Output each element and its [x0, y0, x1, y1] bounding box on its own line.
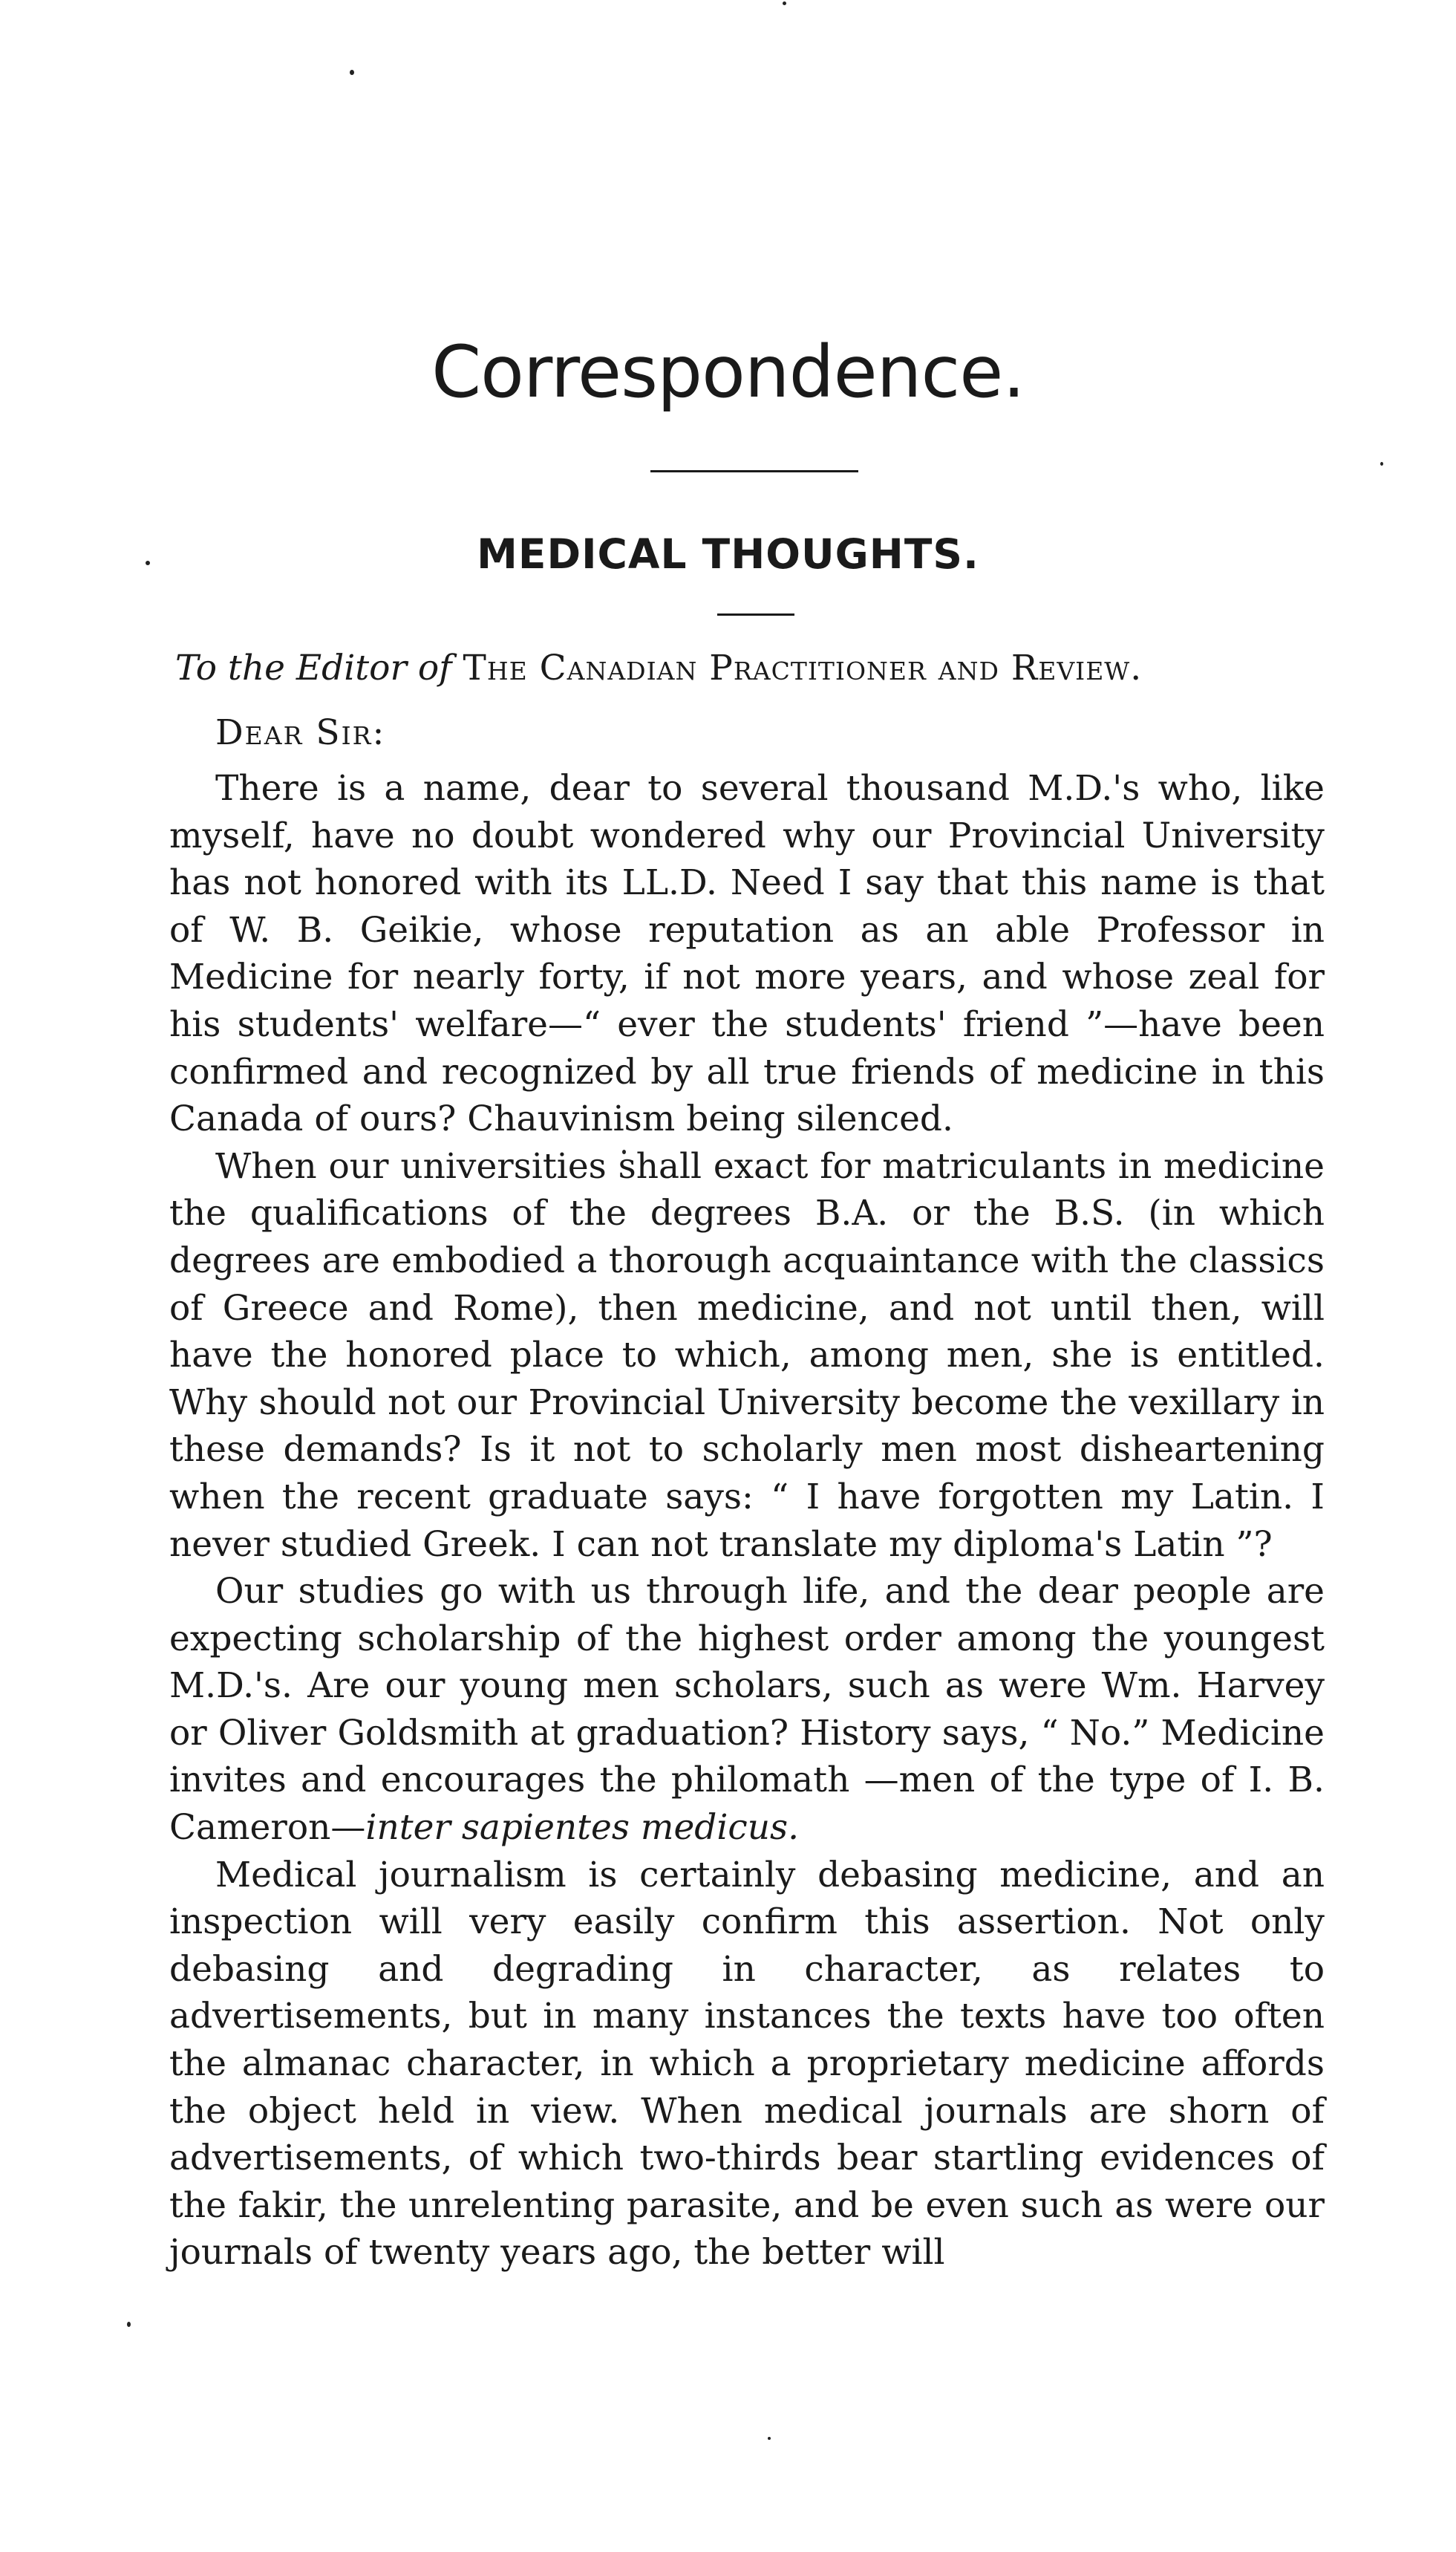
print-speck — [350, 70, 354, 75]
section-heading: Correspondence. — [431, 331, 1025, 414]
print-speck — [127, 2322, 131, 2327]
article-title: MEDICAL THOUGHTS. — [477, 530, 979, 578]
print-speck — [783, 1, 786, 5]
address-prefix: To the Editor of — [175, 648, 452, 689]
paragraph: Medical journalism is certainly debasing medicine, and an inspection will very easily confirm this assertion. Not only debasing and degrading in character, as relates to advertisements, but in many instances the texts have too often the almanac character, in which a proprietary medicine affords the object held in view. When medical journals are shorn of advertisements, of which two-thirds bear startling evidences of the fakir, the unrelenting parasite, and be even such as were our journals of twenty years ago, the better will — [169, 1854, 1325, 2273]
print-speck — [1380, 462, 1383, 466]
title-divider — [717, 613, 794, 616]
letter-body — [169, 765, 1325, 2276]
latin-phrase: inter sapientes medicus. — [365, 1807, 800, 1849]
paragraph-text: Our studies go with us through life, and the dear people are expecting scholarship of the highest order among the youngest M.D.'s. Are our young men scholars, such as were Wm. Harvey or Oliver Goldsmith at graduation? History says, “ No.” Medicine invites and encourages the philomath —men of the type of I. B. Cameron— — [169, 1571, 1325, 1849]
paragraph: There is a name, dear to several thousand M.D.'s who, like myself, have no doubt wondered why our Provincial University has not honored with its LL.D. Need I say that this name is that of W. B. Geikie, whose reputation as an able Professor in Medicine for nearly forty, if not more years, and whose zeal for his students' welfare—“ ever the students' friend ”—have been confirmed and recognized by all true friends of medicine in this Canada of ours? Chauvinism being silenced. — [169, 768, 1325, 1140]
heading-divider — [650, 470, 858, 472]
journal-name: The Canadian Practitioner and Review. — [463, 648, 1143, 689]
paragraph: When our universities shall exact for matriculants in medicine the qualifications of the degrees B.A. or the B.S. (in which degrees are embodied a thorough acquaintance with the classics of Greece and Rome), then medicine, and not until then, will have the honored place to which, among men, she is entitled. Why should not our Provincial University become the vexillary in these demands? Is it not to scholarly men most disheartening when the recent graduate says: “ I have forgotten my Latin. I never studied Greek. I can not translate my diploma's Latin ”? — [169, 1145, 1325, 1565]
print-speck — [768, 2437, 771, 2440]
editor-address — [175, 645, 1323, 692]
paragraph — [169, 1568, 1325, 1852]
greeting: Dear Sir: — [215, 712, 386, 753]
